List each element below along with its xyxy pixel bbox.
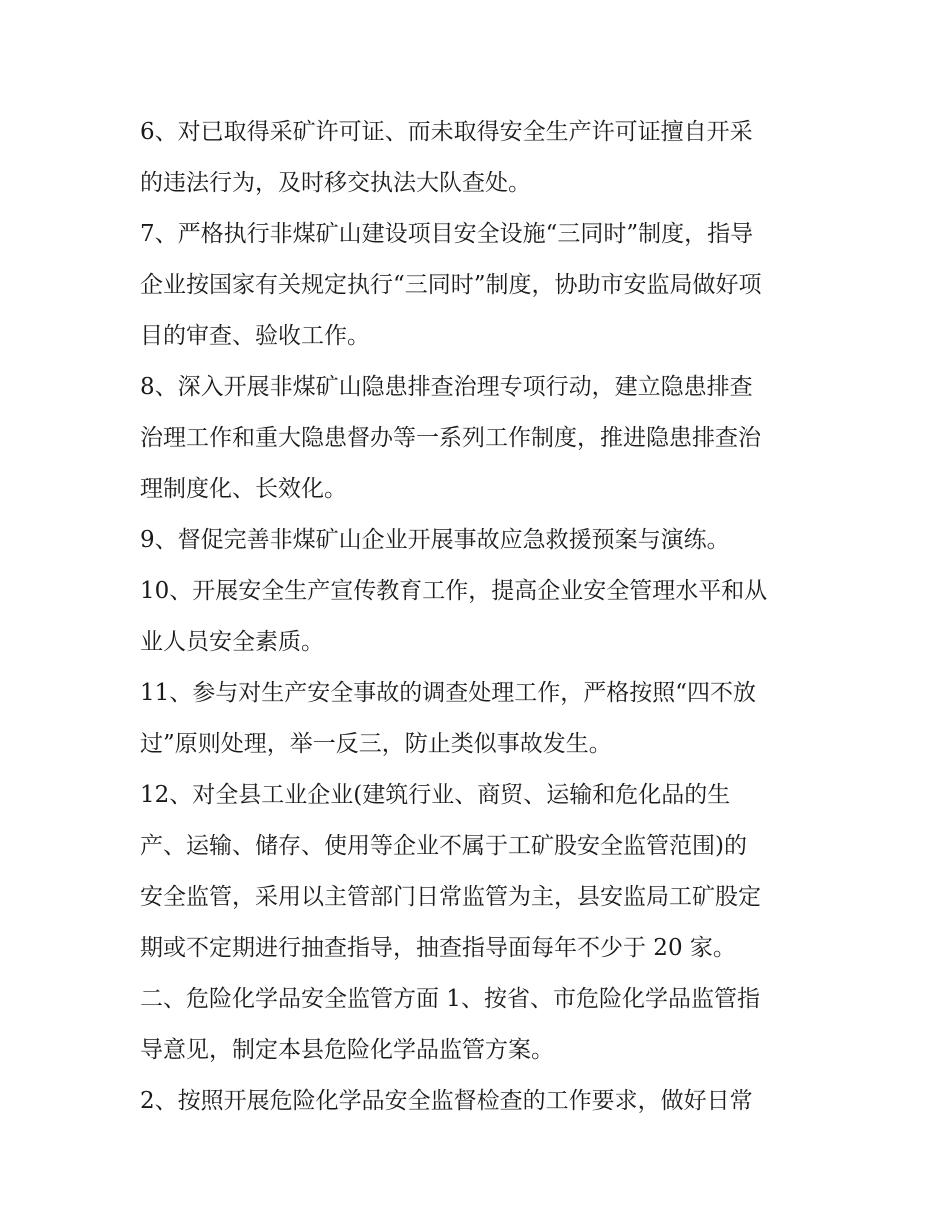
paragraph-item-12 <box>140 770 820 974</box>
paragraph-item-9 <box>140 515 820 566</box>
text-line: 7、严格执行非煤矿山建设项目安全设施“三同时”制度，指导 <box>140 221 754 247</box>
text-line: 企业按国家有关规定执行“三同时”制度，协助市安监局做好项 <box>140 272 762 298</box>
text-line: 导意见，制定本县危险化学品监管方案。 <box>140 1037 554 1063</box>
text-line: 产、运输、储存、使用等企业不属于工矿股安全监管范围)的 <box>140 833 747 859</box>
section-heading-hazardous-chemicals <box>140 974 820 1076</box>
text-line: 10、开展安全生产宣传教育工作，提高企业安全管理水平和从 <box>140 578 768 604</box>
paragraph-item-10 <box>140 566 820 668</box>
text-line: 6、对已取得采矿许可证、而未取得安全生产许可证擅自开采 <box>140 119 753 145</box>
text-line: 安全监管，采用以主管部门日常监管为主，县安监局工矿股定 <box>140 884 761 910</box>
paragraph-item-11 <box>140 668 820 770</box>
paragraph-item-6 <box>140 107 820 209</box>
text-line: 2、按照开展危险化学品安全监督检查的工作要求，做好日常 <box>140 1088 753 1114</box>
paragraph-item-8 <box>140 362 820 515</box>
text-line: 业人员安全素质。 <box>140 629 324 655</box>
text-line: 12、对全县工业企业(建筑行业、商贸、运输和危化品的生 <box>140 782 731 808</box>
text-line: 9、督促完善非煤矿山企业开展事故应急救援预案与演练。 <box>140 527 730 553</box>
text-line: 二、危险化学品安全监管方面 1、按省、市危险化学品监管指 <box>140 986 760 1012</box>
text-line: 目的审查、验收工作。 <box>140 323 370 349</box>
document-body <box>140 107 820 1127</box>
text-line: 11、参与对生产安全事故的调查处理工作，严格按照“四不放 <box>140 680 757 706</box>
paragraph-item-7 <box>140 209 820 362</box>
text-line: 8、深入开展非煤矿山隐患排查治理专项行动，建立隐患排查 <box>140 374 753 400</box>
text-line: 过”原则处理，举一反三，防止类似事故发生。 <box>140 731 612 757</box>
paragraph-item-2 <box>140 1076 820 1127</box>
text-line: 理制度化、长效化。 <box>140 476 347 502</box>
text-line: 期或不定期进行抽查指导，抽查指导面每年不少于 20 家。 <box>140 935 736 961</box>
text-line: 治理工作和重大隐患督办等一系列工作制度，推进隐患排查治 <box>140 425 761 451</box>
text-line: 的违法行为，及时移交执法大队查处。 <box>140 170 531 196</box>
